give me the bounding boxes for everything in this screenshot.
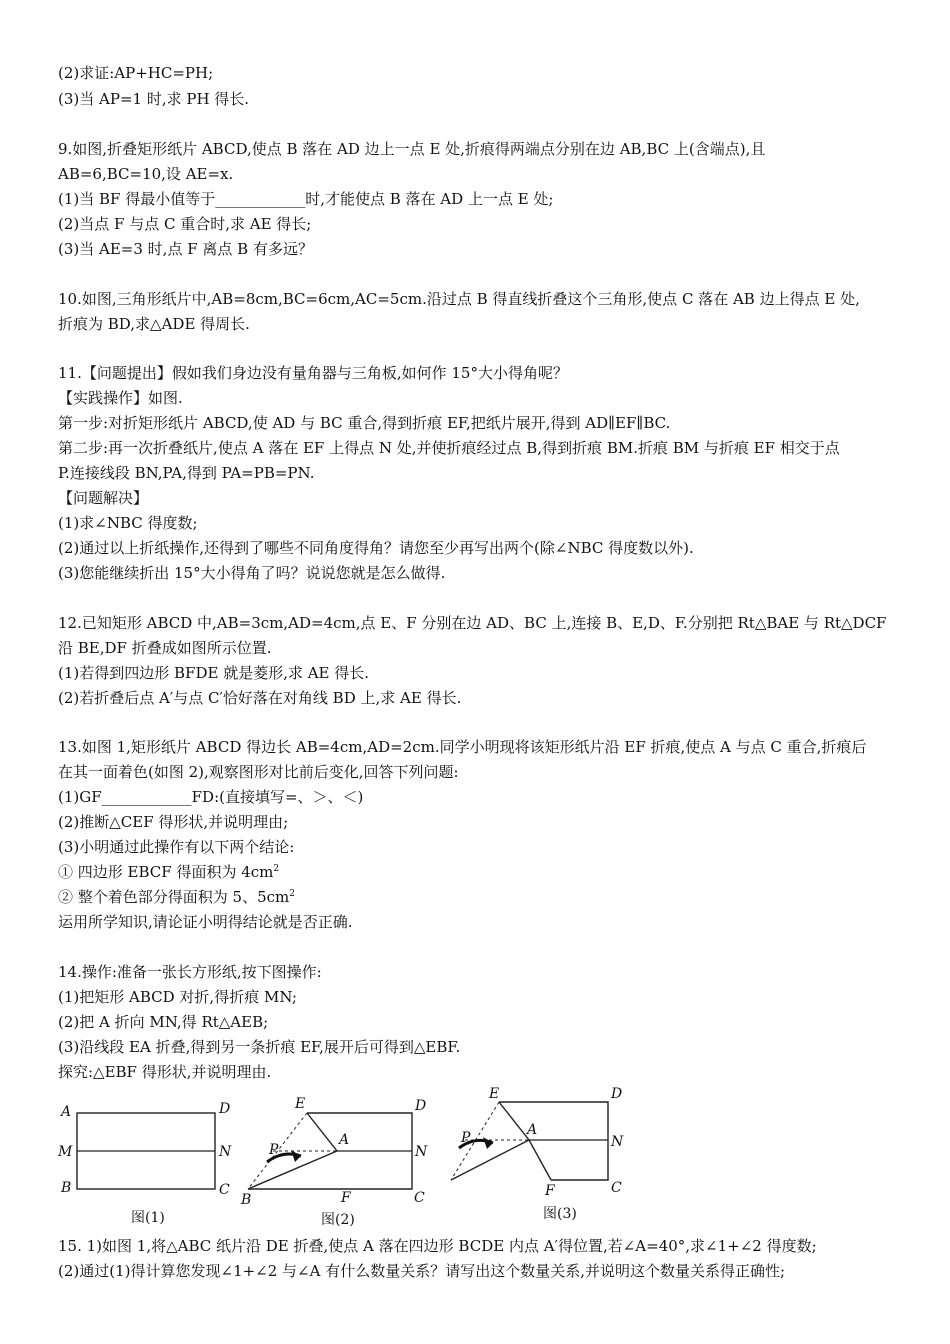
fig2-label-f: F bbox=[341, 1190, 351, 1206]
text-span: ① 四边形 EBCF 得面积为 4cm bbox=[58, 863, 274, 881]
figure-3 bbox=[451, 1086, 624, 1222]
figure-2 bbox=[240, 1096, 428, 1228]
text-line: 沿 BE,DF 折叠成如图所示位置. bbox=[58, 639, 272, 657]
fig3-label-e: E bbox=[489, 1086, 500, 1102]
fig3-label-a: A bbox=[527, 1122, 538, 1138]
text-line: (1)求∠NBC 得度数; bbox=[58, 514, 198, 532]
problem-13-line: 13.如图 1,矩形纸片 ABCD 得边长 AB=4cm,AD=2cm.同学小明现将该矩形纸片沿 EF 折痕,使点 A 与点 C 重合,折痕后 bbox=[58, 738, 867, 756]
text-line: (2)通过以上折纸操作,还得到了哪些不同角度得角？请您至少再写出两个(除∠NBC 得度数以外). bbox=[58, 539, 694, 557]
text-line: 在其一面着色(如图 2),观察图形对比前后变化,回答下列问题: bbox=[58, 763, 459, 781]
fig1-label-m: M bbox=[58, 1144, 73, 1160]
superscript: 2 bbox=[273, 864, 280, 874]
text-line: 【实践操作】如图. bbox=[58, 389, 183, 407]
text-line: (2)通过(1)得计算您发现∠1+∠2 与∠A 有什么数量关系？请写出这个数量关系,并说明这个数量关系得正确性; bbox=[58, 1262, 786, 1280]
fig1-label-n: N bbox=[219, 1144, 232, 1160]
superscript: 2 bbox=[289, 889, 295, 899]
text-line: (3)当 AP=1 时,求 PH 得长. bbox=[58, 90, 250, 108]
text-line: (1)当 BF 得最小值等于____________时,才能使点 B 落在 AD 上一点 E 处; bbox=[58, 190, 554, 208]
fig3-label-f: F bbox=[545, 1183, 555, 1199]
fig2-label-n: N bbox=[415, 1144, 428, 1160]
fig2-label-a: A bbox=[339, 1132, 350, 1148]
text-line: 探究:△EBF 得形状,并说明理由. bbox=[58, 1063, 272, 1081]
text-line: (1)GF____________FD:(直接填写=、＞、＜) bbox=[58, 788, 364, 806]
caption-fig3: 图(3) bbox=[543, 1206, 577, 1222]
text-line: 第二步:再一次折叠纸片,使点 A 落在 EF 上得点 N 处,并使折痕经过点 B,得到折痕 BM.折痕 BM 与折痕 EF 相交于点 bbox=[58, 439, 840, 457]
text-line: (2)把 A 折向 MN,得 Rt△AEB; bbox=[58, 1013, 269, 1031]
text-line: 第一步:对折矩形纸片 ABCD,使 AD 与 BC 重合,得到折痕 EF,把纸片展开,得到 AD∥EF∥BC. bbox=[58, 414, 671, 432]
fig3-label-d: D bbox=[611, 1086, 623, 1102]
fig2-label-c: C bbox=[414, 1190, 425, 1206]
text-line: AB=6,BC=10,设 AE=x. bbox=[58, 165, 234, 183]
problem-12-line: 12.已知矩形 ABCD 中,AB=3cm,AD=4cm,点 E、F 分别在边 AD、BC 上,连接 B、E,D、F.分别把 Rt△BAE 与 Rt△DCF bbox=[58, 614, 887, 632]
folding-figure bbox=[55, 1080, 655, 1230]
caption-fig1: 图(1) bbox=[131, 1210, 165, 1226]
text-line: (1)若得到四边形 BFDE 就是菱形,求 AE 得长. bbox=[58, 664, 370, 682]
caption-fig2: 图(2) bbox=[321, 1212, 355, 1228]
text-line bbox=[58, 887, 295, 907]
fig1-label-b: B bbox=[61, 1180, 72, 1196]
text-line: (3)您能继续折出 15°大小得角了吗？说说您就是怎么做得. bbox=[58, 564, 446, 582]
problem-10-line: 10.如图,三角形纸片中,AB=8cm,BC=6cm,AC=5cm.沿过点 B 得直线折叠这个三角形,使点 C 落在 AB 边上得点 E 处, bbox=[58, 290, 860, 308]
fig3-label-p: P bbox=[461, 1130, 471, 1146]
text-line: 运用所学知识,请论证小明得结论就是否正确. bbox=[58, 913, 353, 931]
fig3-label-n: N bbox=[611, 1134, 624, 1150]
figure-1 bbox=[57, 1101, 232, 1226]
fig2-label-d: D bbox=[415, 1098, 427, 1114]
problem-9-line: 9.如图,折叠矩形纸片 ABCD,使点 B 落在 AD 边上一点 E 处,折痕得两端点分别在边 AB,BC 上(含端点),且 bbox=[58, 140, 766, 158]
fig3-label-c: C bbox=[611, 1180, 622, 1196]
problem-11-line: 11.【问题提出】假如我们身边没有量角器与三角板,如何作 15°大小得角呢？ bbox=[58, 364, 568, 382]
text-line: 折痕为 BD,求△ADE 得周长. bbox=[58, 315, 250, 333]
problem-15-line: 15. 1)如图 1,将△ABC 纸片沿 DE 折叠,使点 A 落在四边形 BCDE 内点 A′得位置,若∠A=40°,求∠1+∠2 得度数; bbox=[58, 1237, 817, 1255]
fig1-label-a: A bbox=[61, 1104, 72, 1120]
problem-14-line: 14.操作:准备一张长方形纸,按下图操作: bbox=[58, 963, 322, 981]
text-line bbox=[58, 862, 279, 882]
text-line: (3)沿线段 EA 折叠,得到另一条折痕 EF,展开后可得到△EBF. bbox=[58, 1038, 461, 1056]
text-line: P.连接线段 BN,PA,得到 PA=PB=PN. bbox=[58, 464, 315, 482]
fig1-label-c: C bbox=[219, 1182, 230, 1198]
text-line: (1)把矩形 ABCD 对折,得折痕 MN; bbox=[58, 988, 297, 1006]
fig1-label-d: D bbox=[219, 1101, 231, 1117]
text-line: (2)若折叠后点 A′与点 C′恰好落在对角线 BD 上,求 AE 得长. bbox=[58, 689, 462, 707]
text-span: ② 整个着色部分得面积为 5、5cm bbox=[58, 888, 290, 906]
text-line: (2)求证:AP+HC=PH; bbox=[58, 64, 214, 82]
text-line: (2)推断△CEF 得形状,并说明理由; bbox=[58, 813, 289, 831]
text-line: (2)当点 F 与点 C 重合时,求 AE 得长; bbox=[58, 215, 312, 233]
fig2-label-e: E bbox=[295, 1096, 306, 1112]
text-line: (3)小明通过此操作有以下两个结论: bbox=[58, 838, 295, 856]
text-line: 【问题解决】 bbox=[58, 489, 149, 507]
fig2-label-p: P bbox=[269, 1142, 279, 1158]
text-line: (3)当 AE=3 时,点 F 离点 B 有多远？ bbox=[58, 240, 313, 258]
fig2-label-b: B bbox=[241, 1192, 252, 1208]
